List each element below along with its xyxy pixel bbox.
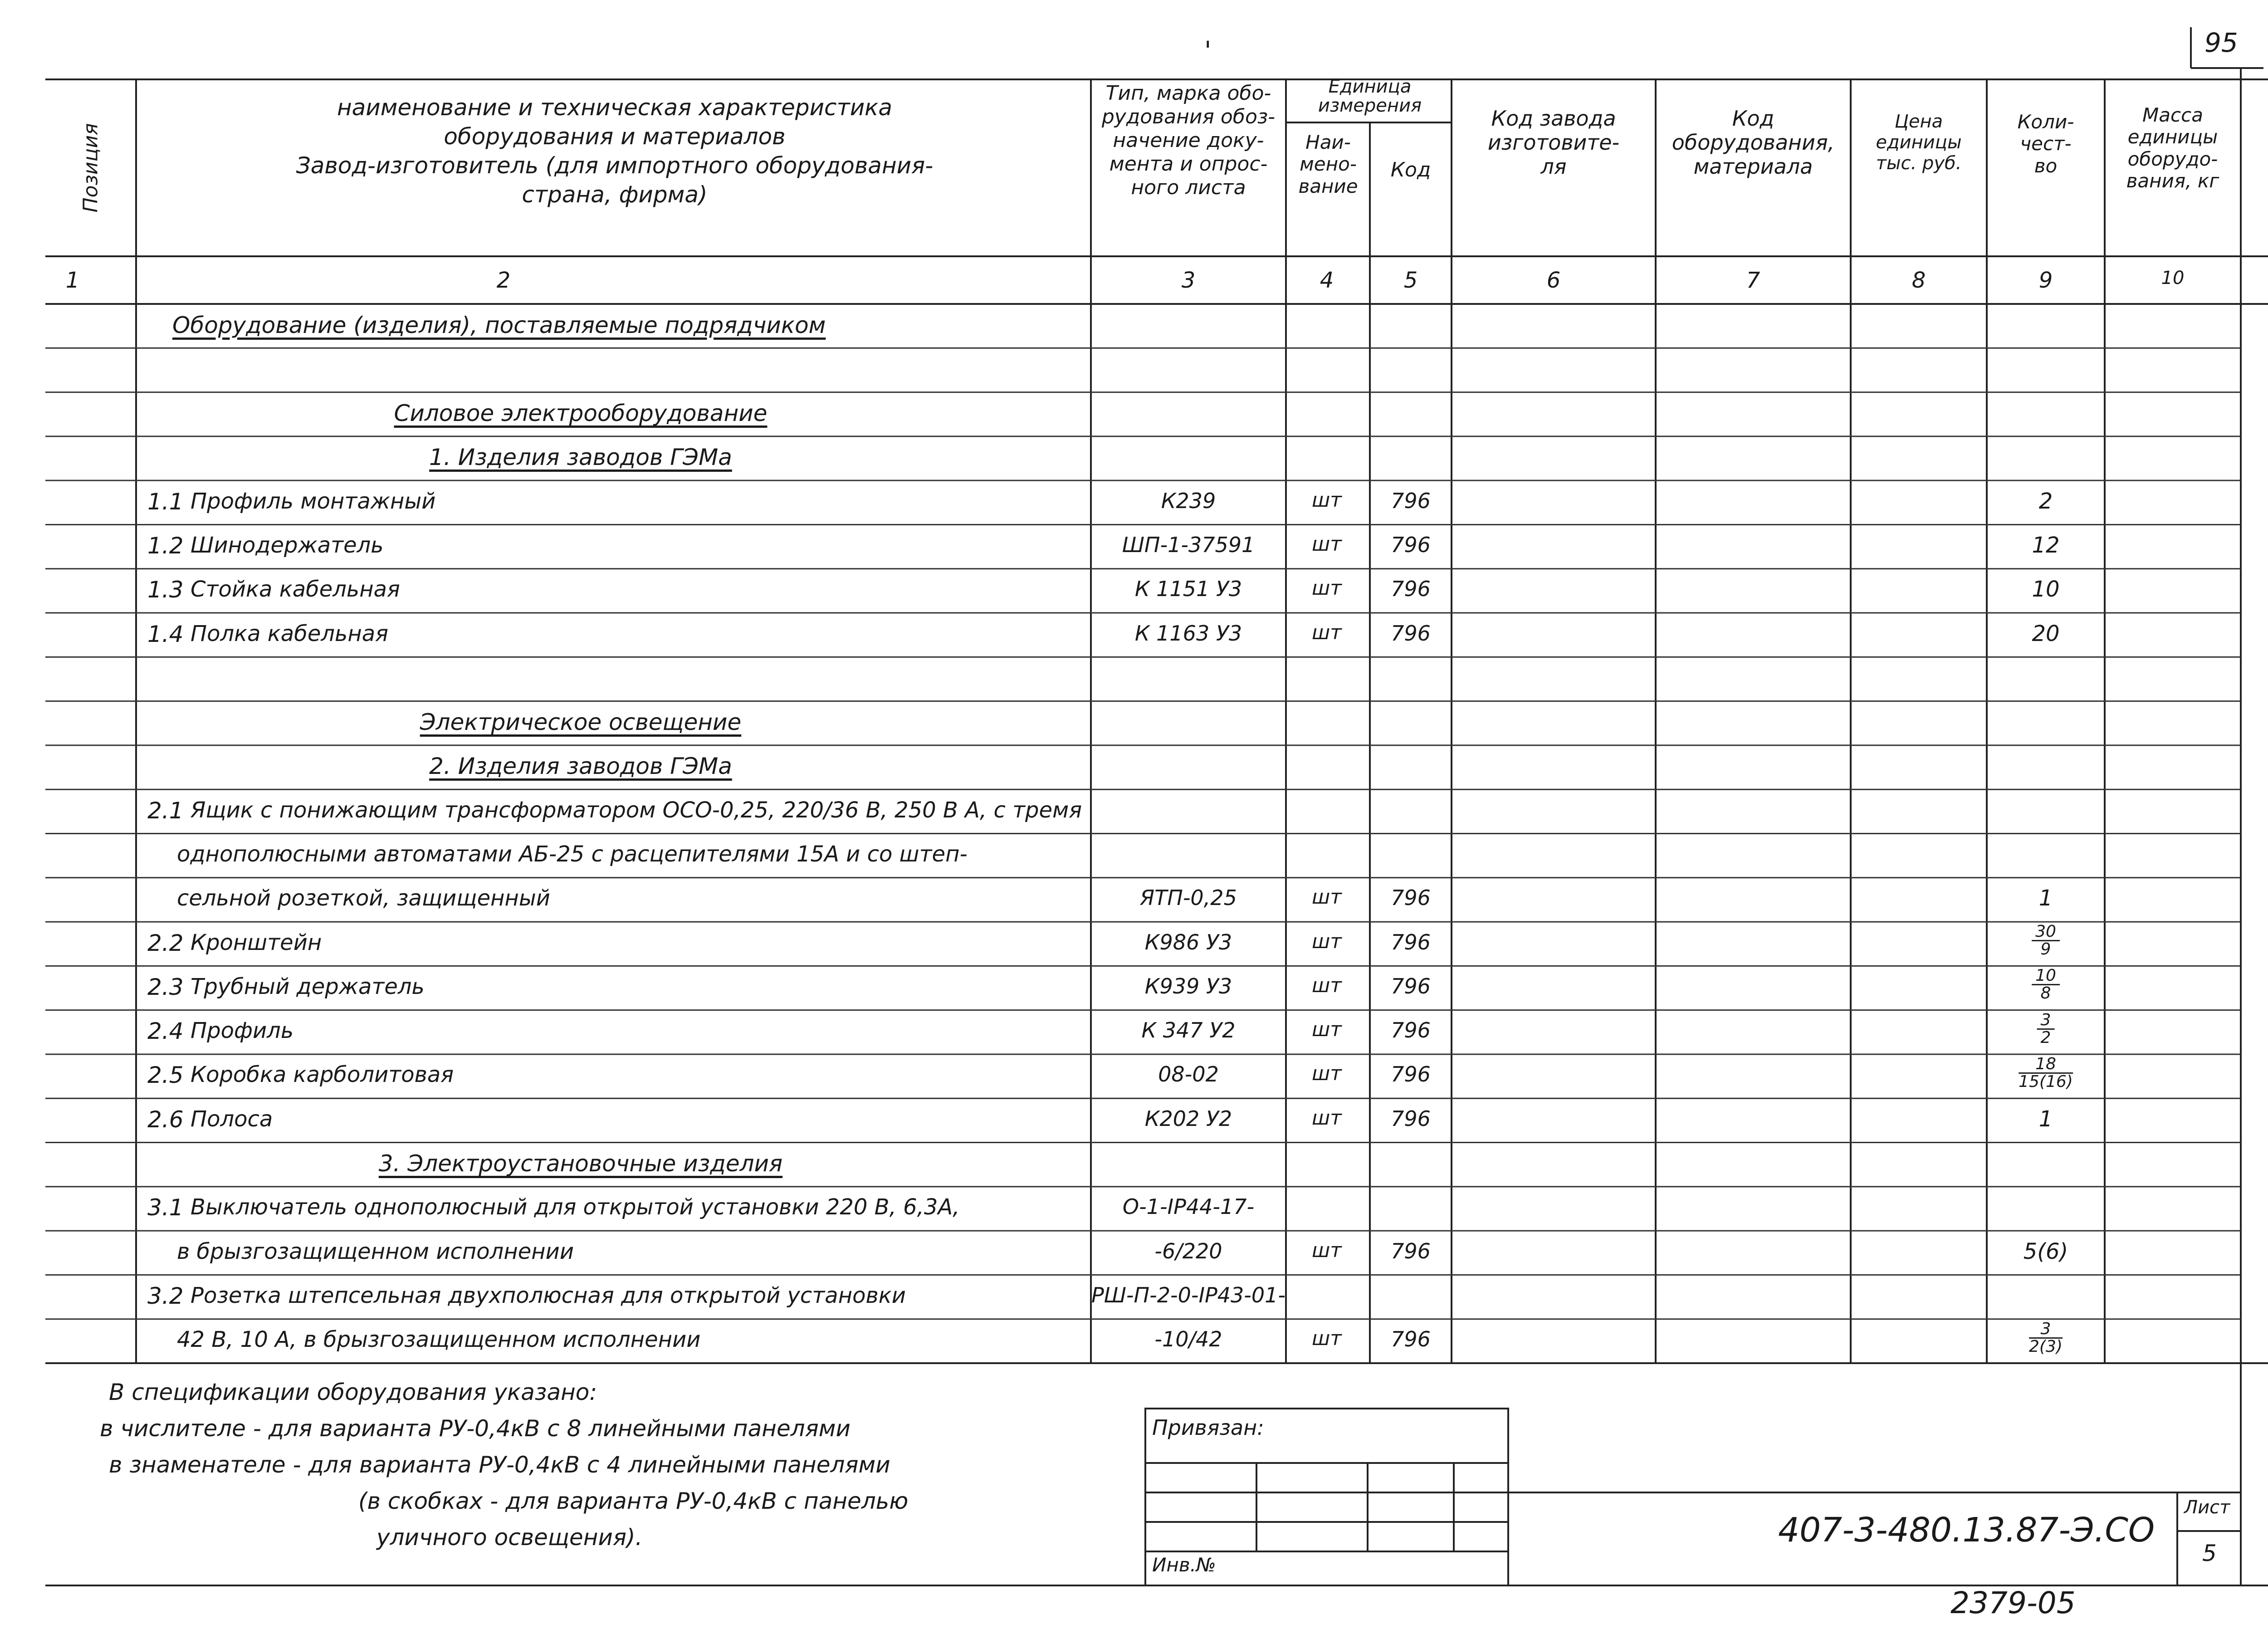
- row-name: Профиль монтажный: [191, 488, 436, 514]
- row-name: Профиль: [191, 1018, 294, 1044]
- col2-header: наименование и техническая характеристика оборудования и материалов Завод-изготовитель (для импортного оборудования- страна, фирма): [296, 94, 934, 208]
- row-code: 796: [1391, 885, 1431, 910]
- unit-group-header: Единица измерения: [1318, 76, 1422, 116]
- row-unit: шт: [1312, 1327, 1342, 1350]
- row-name: Полка кабельная: [191, 621, 388, 646]
- row-quantity: 1: [2038, 1106, 2053, 1132]
- col1-header: Позиция: [79, 123, 103, 213]
- row-type: О-1-IP44-17-: [1122, 1194, 1255, 1219]
- row-unit: шт: [1312, 532, 1342, 556]
- row-unit: шт: [1312, 1238, 1342, 1262]
- row-type: К 1163 У3: [1134, 621, 1242, 646]
- row-type: ЯТП-0,25: [1140, 885, 1237, 910]
- row-name: Трубный держатель: [191, 974, 425, 999]
- row-position: 1.2: [147, 532, 184, 559]
- row-name: Оборудование (изделия), поставляемые подрядчиком: [172, 312, 826, 338]
- row-type: К202 У2: [1144, 1106, 1232, 1131]
- quantity-denominator: 9: [2040, 939, 2051, 959]
- quantity-numerator: 3: [2029, 1321, 2063, 1339]
- row-position: 2.1: [147, 797, 184, 824]
- row-position: 2.3: [147, 974, 184, 1000]
- row-code: 796: [1391, 621, 1431, 646]
- row-code: 796: [1391, 1238, 1431, 1263]
- row-position: 1.4: [147, 621, 184, 647]
- row-quantity: 2: [2038, 488, 2053, 514]
- row-quantity-fraction: [2029, 1321, 2063, 1355]
- note-line: в знаменателе - для варианта РУ-0,4кВ с 4 линейными панелями: [109, 1452, 890, 1478]
- col3-header: Тип, марка обо- рудования обоз- начение доку- мента и опрос- ного листа: [1101, 82, 1276, 199]
- row-name: Шинодержатель: [191, 532, 384, 558]
- row-quantity: 20: [2032, 621, 2060, 646]
- colnum-9: 9: [2038, 268, 2053, 293]
- row-unit: шт: [1312, 621, 1342, 644]
- row-position: 1.3: [147, 577, 184, 603]
- row-code: 796: [1391, 577, 1431, 602]
- row-unit: шт: [1312, 1018, 1342, 1042]
- colnum-6: 6: [1546, 268, 1561, 293]
- row-unit: шт: [1312, 577, 1342, 600]
- row-code: 796: [1391, 1327, 1431, 1352]
- row-code: 796: [1391, 974, 1431, 998]
- row-type: 08-02: [1158, 1062, 1219, 1087]
- row-name: сельной розеткой, защищенный: [177, 885, 550, 911]
- sheet-corner-number: 95: [2204, 27, 2238, 58]
- row-quantity: 12: [2032, 532, 2060, 558]
- quantity-numerator: 3: [2037, 1012, 2055, 1030]
- row-code: 796: [1391, 1062, 1431, 1087]
- row-name: Силовое электрооборудование: [394, 400, 767, 427]
- note-line: в числителе - для варианта РУ-0,4кВ с 8 линейными панелями: [100, 1415, 850, 1442]
- row-code: 796: [1391, 1018, 1431, 1043]
- note-line: В спецификации оборудования указано:: [109, 1379, 597, 1405]
- row-position: 2.2: [147, 930, 184, 956]
- row-type: ШП-1-37591: [1122, 532, 1255, 557]
- note-line: (в скобках - для варианта РУ-0,4кВ с панелью: [358, 1488, 909, 1514]
- row-quantity-fraction: [2019, 1056, 2073, 1090]
- row-unit: шт: [1312, 974, 1342, 997]
- document-code: 407-3-480.13.87-Э.СО: [1778, 1511, 2155, 1550]
- row-name: Коробка карболитовая: [191, 1062, 454, 1088]
- col8-header: Цена единицы тыс. руб.: [1876, 111, 1962, 174]
- col5-header: Код: [1390, 158, 1431, 181]
- quantity-numerator: 10: [2032, 968, 2060, 985]
- row-code: 796: [1391, 930, 1431, 954]
- colnum-10: 10: [2161, 268, 2185, 289]
- quantity-numerator: 30: [2032, 924, 2060, 941]
- bound-label: Привязан:: [1152, 1415, 1264, 1440]
- col6-header: Код завода изготовите- ля: [1487, 106, 1620, 179]
- row-name: однополюсными автоматами АБ-25 с расцепителями 15А и со штеп-: [177, 841, 968, 867]
- row-type: К986 У3: [1144, 930, 1232, 954]
- row-name: Электрическое освещение: [420, 709, 742, 736]
- row-name: в брызгозащищенном исполнении: [177, 1238, 574, 1264]
- row-type: -6/220: [1154, 1238, 1222, 1263]
- row-position: 1.1: [147, 488, 184, 515]
- quantity-denominator: 15(16): [2019, 1072, 2073, 1091]
- row-position: 3.1: [147, 1194, 184, 1221]
- colnum-2: 2: [496, 268, 511, 293]
- col9-header: Коли- чест- во: [2017, 111, 2074, 177]
- quantity-denominator: 2: [2040, 1028, 2051, 1047]
- row-position: 3.2: [147, 1282, 184, 1309]
- colnum-8: 8: [1911, 268, 1926, 293]
- row-name: Кронштейн: [191, 930, 322, 955]
- row-name: 3. Электроустановочные изделия: [378, 1150, 783, 1177]
- row-type: РШ-П-2-0-IP43-01-: [1091, 1282, 1286, 1307]
- colnum-1: 1: [65, 268, 80, 293]
- note-line: уличного освещения).: [376, 1524, 643, 1551]
- row-code: 796: [1391, 1106, 1431, 1131]
- row-unit: шт: [1312, 488, 1342, 512]
- inv-label: Инв.№: [1152, 1554, 1216, 1576]
- row-type: К239: [1161, 488, 1216, 513]
- row-name: 42 В, 10 А, в брызгозащищенном исполнении: [177, 1327, 701, 1353]
- colnum-4: 4: [1320, 268, 1334, 293]
- colnum-3: 3: [1181, 268, 1196, 293]
- row-position: 2.6: [147, 1106, 184, 1133]
- row-name: Стойка кабельная: [191, 577, 400, 602]
- row-type: -10/42: [1154, 1327, 1222, 1352]
- row-name: Розетка штепсельная двухполюсная для открытой установки: [191, 1282, 906, 1308]
- row-unit: шт: [1312, 1062, 1342, 1086]
- row-type: К939 У3: [1144, 974, 1232, 998]
- row-name: 2. Изделия заводов ГЭМа: [429, 753, 732, 780]
- row-code: 796: [1391, 488, 1431, 513]
- row-quantity-fraction: [2032, 968, 2060, 1002]
- col7-header: Код оборудования, материала: [1672, 106, 1835, 179]
- row-quantity: 1: [2038, 885, 2053, 911]
- row-unit: шт: [1312, 885, 1342, 909]
- corner-mark: ': [1204, 36, 1212, 66]
- row-quantity: 10: [2032, 577, 2060, 602]
- row-position: 2.5: [147, 1062, 184, 1089]
- row-unit: шт: [1312, 1106, 1342, 1130]
- col10-header: Масса единицы оборудо- вания, кг: [2126, 104, 2219, 192]
- row-type: К 1151 У3: [1134, 577, 1242, 602]
- row-name: Ящик с понижающим трансформатором ОСО-0,25, 220/36 В, 250 В А, с тремя: [191, 797, 1082, 823]
- quantity-denominator: 8: [2040, 984, 2051, 1003]
- row-unit: шт: [1312, 930, 1342, 953]
- archive-number: 2379-05: [1950, 1585, 2076, 1620]
- sheet-label: Лист: [2184, 1497, 2230, 1518]
- colnum-5: 5: [1403, 268, 1418, 293]
- row-quantity-fraction: [2037, 1012, 2055, 1046]
- row-name: Выключатель однополюсный для открытой установки 220 В, 6,3А,: [191, 1194, 960, 1220]
- col4-header: Наи- мено- вание: [1298, 131, 1358, 197]
- colnum-7: 7: [1746, 268, 1760, 293]
- row-code: 796: [1391, 532, 1431, 557]
- sheet-number: 5: [2202, 1540, 2217, 1566]
- row-quantity: 5(6): [2023, 1238, 2068, 1264]
- row-quantity-fraction: [2032, 924, 2060, 958]
- row-name: Полоса: [191, 1106, 273, 1132]
- quantity-denominator: 2(3): [2029, 1337, 2063, 1356]
- row-position: 2.4: [147, 1018, 184, 1045]
- row-name: 1. Изделия заводов ГЭМа: [429, 444, 732, 471]
- quantity-numerator: 18: [2019, 1056, 2073, 1074]
- row-type: К 347 У2: [1141, 1018, 1236, 1043]
